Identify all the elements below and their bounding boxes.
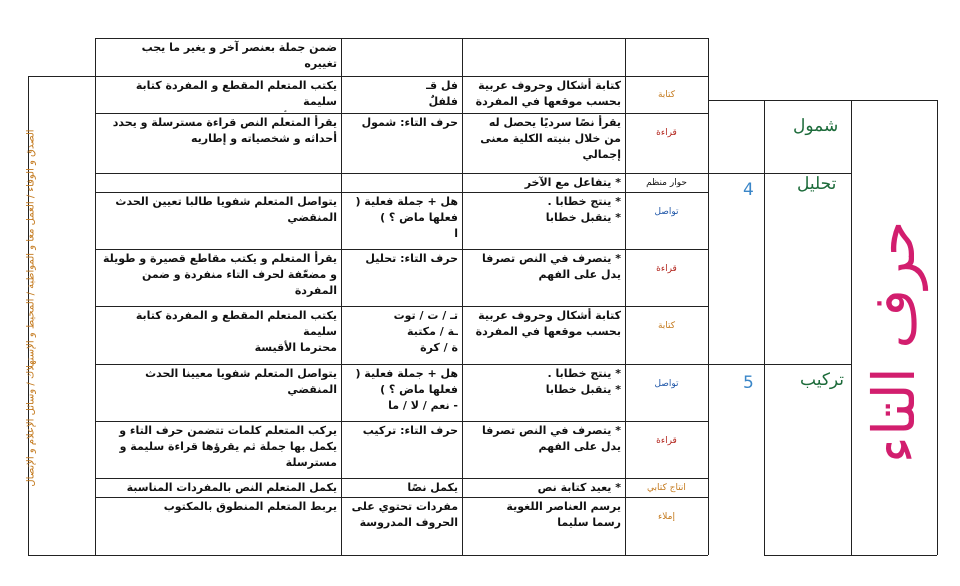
outcome-cell: يتواصل المتعلم شفويا طالبا تعيين الحدث المنقضي xyxy=(115,195,337,224)
activity-label: كتابة xyxy=(657,321,676,331)
values-column xyxy=(20,80,42,535)
grid-line-horizontal xyxy=(28,76,95,77)
outcome-cell: يتواصل المتعلم شفويا معيينا الحدث المنقضي xyxy=(145,367,337,396)
outcome-cell: يربط المتعلم المنطوق بالمكتوب xyxy=(163,500,337,513)
content-cell: فل قـ فلفلٌ xyxy=(426,79,458,108)
grid-line-horizontal xyxy=(95,113,708,114)
activity-label: قراءة xyxy=(656,436,677,446)
competency-cell: * يتفاعل مع الآخر xyxy=(524,176,621,189)
outcome-cell: يركب المتعلم كلمات تتضمن حرف التاء و يكمل بها جملة ثم يقرؤها قراءة سليمة و مسترسلة xyxy=(119,424,337,469)
content-cell xyxy=(345,40,458,75)
stage-tarkib: تركيب xyxy=(800,370,845,390)
content-cell: حرف التاء: تحليل xyxy=(365,252,458,265)
stage-tahlil: تحليل xyxy=(797,174,837,194)
grid-line-horizontal xyxy=(95,38,708,39)
grid-line-horizontal xyxy=(95,497,708,498)
activity-label xyxy=(629,51,704,86)
values-text: الصدق و الوفاء / العمل معا و المواظبة / المحيط و الإستهلاك / وسائل الإعلام و الإتصال xyxy=(25,128,37,487)
grid-line-horizontal xyxy=(95,421,708,422)
session-number-4: 4 xyxy=(743,180,754,200)
grid-line-vertical xyxy=(851,100,852,555)
outcome-cell: يكمل المتعلم النص بالمفردات المناسبة xyxy=(126,481,337,494)
activity-label: انتاج كتابي xyxy=(647,482,686,493)
grid-line-horizontal xyxy=(28,555,95,556)
grid-line-horizontal xyxy=(95,76,708,77)
lesson-title-text: حرف التاء xyxy=(860,220,928,464)
activity-label: إملاء xyxy=(658,512,675,522)
grid-line-horizontal xyxy=(95,306,708,307)
outcome-cell xyxy=(99,175,337,191)
grid-line-horizontal xyxy=(95,555,708,556)
competency-cell: * يتصرف في النص تصرفا يدل على الفهم xyxy=(481,252,621,281)
outcome-cell: ضمن جملة بعنصر آخر و يغير ما يجب تغييره xyxy=(141,41,337,70)
competency-cell: * يعيد كتابة نص xyxy=(537,481,621,494)
outcome-cell: يقرأ المتعلم و يكتب مقاطع قصيرة و طويلة و مضعّفة لحرف التاء منفردة و ضمن المفردة xyxy=(102,252,337,297)
content-cell: مفردات تحتوي على الحروف المدروسة xyxy=(351,500,458,529)
competency-cell: يرسم العناصر اللغوية رسما سليما xyxy=(506,500,621,529)
activity-label: قراءة xyxy=(656,128,677,138)
grid-line-horizontal xyxy=(95,478,708,479)
content-cell: يكمل نصًا xyxy=(407,481,458,494)
activity-label: حوار منظم xyxy=(646,177,687,188)
content-cell xyxy=(345,175,458,191)
grid-line-horizontal xyxy=(95,364,708,365)
grid-line-vertical xyxy=(937,100,938,555)
activity-label: كتابة xyxy=(657,89,676,100)
competency-cell: كتابة أشكال وحروف عربية بحسب موقعها في المفردة xyxy=(475,79,621,108)
grid-line-horizontal xyxy=(95,192,708,193)
outcome-cell: يقرأ المتعلم النص قراءة مسترسلة و يحدد أحداثه و شخصياته و إطاريه xyxy=(112,116,337,145)
content-cell: هل + جملة فعلية ( فعلها ماض ؟ ) - نعم / لا / ما xyxy=(355,367,458,412)
competency-cell: * ينتج خطابا . * يتقبل خطابا xyxy=(545,195,621,224)
grid-line-horizontal xyxy=(95,173,708,174)
grid-line-horizontal xyxy=(764,555,937,556)
session-number-5: 5 xyxy=(743,373,754,393)
competency-cell: يقرأ نصًا سرديًا يحصل له من خلال بنيته الكلية معنى إجمالي xyxy=(480,116,621,161)
activity-label: تواصل xyxy=(654,379,679,389)
grid-line-horizontal xyxy=(708,364,851,365)
competency-cell: * يتصرف في النص تصرفا يدل على الفهم xyxy=(481,424,621,453)
grid-line-vertical xyxy=(708,38,709,555)
stage-shumul: شمول xyxy=(793,116,839,136)
outcome-cell: يكتب المتعلم المقطع و المفردة كتابة سليمة محترما الأقيسة xyxy=(135,309,337,354)
content-cell: حرف التاء: شمول xyxy=(361,116,458,129)
content-cell: حرف التاء: تركيب xyxy=(362,424,458,437)
grid-line-vertical xyxy=(764,100,765,555)
grid-line-horizontal xyxy=(95,249,708,250)
content-cell: تـ / ت / توت ـة / مكتبة ة / كرة xyxy=(393,309,458,354)
competency-cell: كتابة أشكال وحروف عربية بحسب موقعها في المفردة xyxy=(475,309,621,338)
activity-label: قراءة xyxy=(656,264,677,274)
grid-line-horizontal xyxy=(708,100,937,101)
competency-cell: * ينتج خطابا . * يتقبل خطابا xyxy=(545,367,621,396)
outcome-cell: يكتب المتعلم المقطع و المفردة كتابة سليمة xyxy=(135,79,337,108)
activity-label: تواصل xyxy=(654,207,679,217)
content-cell: هل + جملة فعلية ( فعلها ماض ؟ ) ا xyxy=(355,195,458,240)
competency-cell xyxy=(466,40,621,75)
lesson-title xyxy=(858,192,930,492)
